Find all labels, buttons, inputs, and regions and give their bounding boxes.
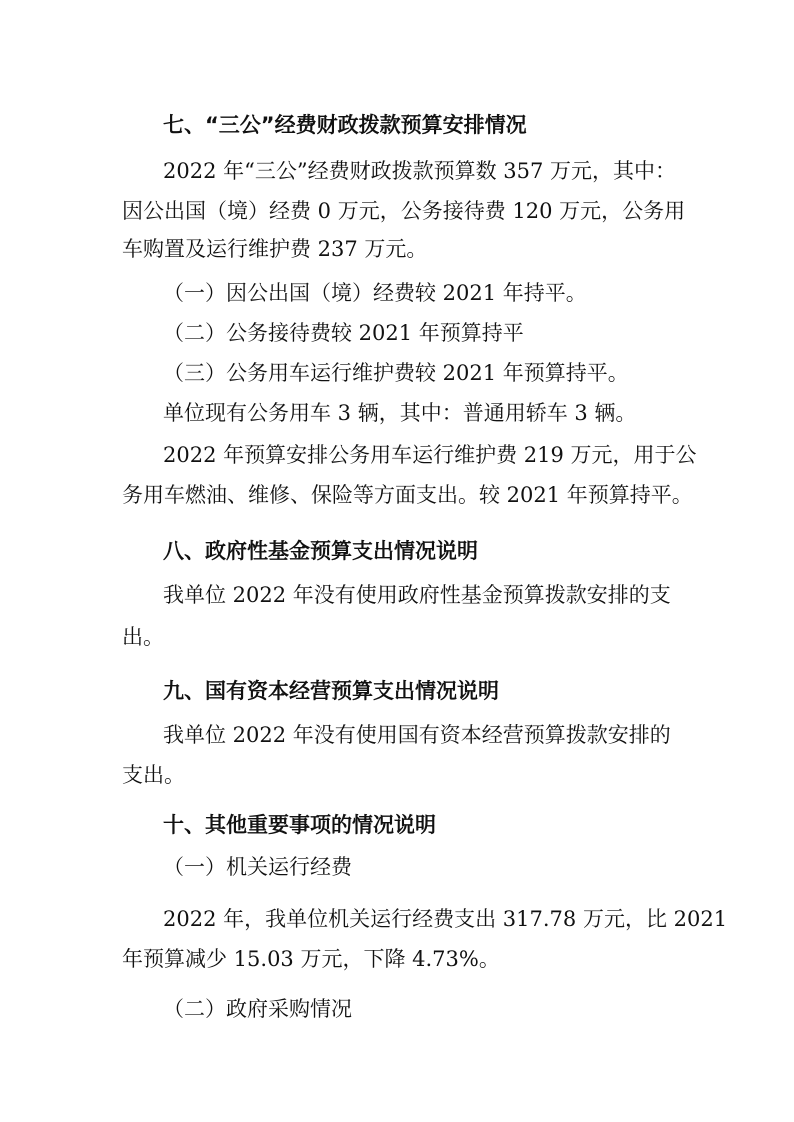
section-7-paragraph-line-3: 车购置及运行维护费 237 万元。 bbox=[122, 237, 428, 261]
section-9-paragraph-line-2: 支出。 bbox=[122, 763, 185, 787]
section-10-subheading-2: （二）政府采购情况 bbox=[163, 997, 352, 1021]
section-7-paragraph-2-line-2: 务用车燃油、维修、保险等方面支出。较 2021 年预算持平。 bbox=[122, 483, 693, 507]
section-8-paragraph-line-1: 我单位 2022 年没有使用政府性基金预算拨款安排的支 bbox=[163, 583, 671, 607]
section-8-heading: 八、政府性基金预算支出情况说明 bbox=[163, 539, 478, 563]
section-7-paragraph-line-2: 因公出国（境）经费 0 万元，公务接待费 120 万元，公务用 bbox=[122, 199, 686, 223]
section-7-vehicles: 单位现有公务用车 3 辆，其中：普通用轿车 3 辆。 bbox=[163, 401, 637, 425]
section-9-paragraph-line-1: 我单位 2022 年没有使用国有资本经营预算拨款安排的 bbox=[163, 723, 671, 747]
section-7-paragraph-2-line-1: 2022 年预算安排公务用车运行维护费 219 万元，用于公 bbox=[163, 443, 697, 467]
section-9-heading: 九、国有资本经营预算支出情况说明 bbox=[163, 679, 499, 703]
section-7-heading: 七、“三公”经费财政拨款预算安排情况 bbox=[163, 113, 527, 137]
section-7-item-2: （二）公务接待费较 2021 年预算持平 bbox=[163, 321, 524, 345]
section-10-paragraph-line-2: 年预算减少 15.03 万元，下降 4.73%。 bbox=[122, 947, 500, 971]
section-10-heading: 十、其他重要事项的情况说明 bbox=[163, 813, 436, 837]
section-10-paragraph-line-1: 2022 年，我单位机关运行经费支出 317.78 万元，比 2021 bbox=[163, 907, 728, 931]
section-7-paragraph-line-1: 2022 年“三公”经费财政拨款预算数 357 万元，其中： bbox=[163, 159, 677, 183]
section-7-item-3: （三）公务用车运行维护费较 2021 年预算持平。 bbox=[163, 361, 629, 385]
section-7-item-1: （一）因公出国（境）经费较 2021 年持平。 bbox=[163, 281, 587, 305]
section-10-subheading-1: （一）机关运行经费 bbox=[163, 855, 352, 879]
section-8-paragraph-line-2: 出。 bbox=[122, 625, 164, 649]
